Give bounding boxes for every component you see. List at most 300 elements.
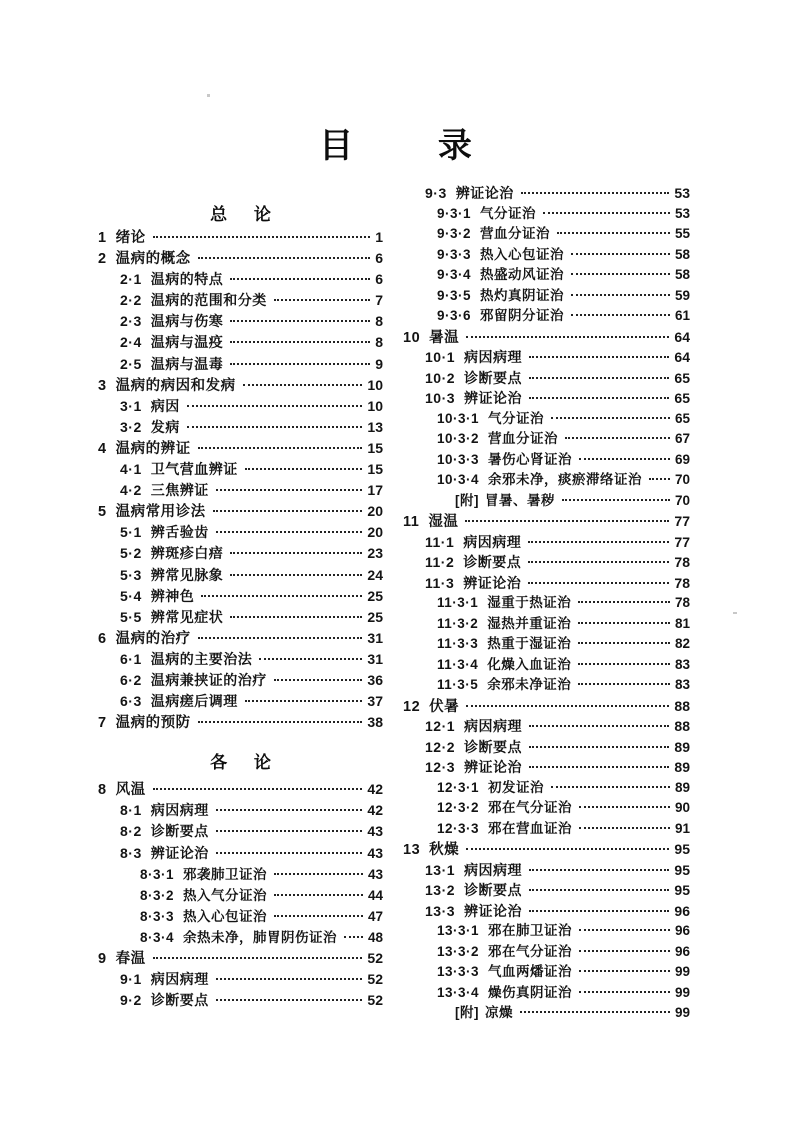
entry-number: 12·2 — [425, 738, 456, 755]
entry-page: 55 — [674, 226, 690, 241]
dot-leader — [578, 642, 670, 644]
dot-leader — [201, 595, 362, 597]
dot-leader — [216, 978, 363, 980]
toc-entry — [98, 311, 383, 332]
toc-entry — [403, 819, 690, 840]
entry-number: 13·3·2 — [437, 943, 480, 959]
toc-entry — [98, 438, 383, 459]
entry-title: 辨证论治 — [464, 390, 523, 406]
toc-right-column — [403, 183, 690, 1024]
entry-page: 82 — [674, 636, 690, 651]
toc-entry — [98, 948, 383, 969]
dot-leader — [551, 417, 670, 419]
entry-number: 9·3·4 — [437, 267, 472, 282]
entry-number: 5·4 — [120, 587, 142, 604]
toc-entry — [403, 921, 690, 942]
dot-leader — [216, 809, 363, 811]
toc-entry — [403, 573, 690, 594]
entry-title: 邪留阴分证治 — [480, 308, 565, 323]
dot-leader — [274, 915, 363, 917]
entry-page: 43 — [367, 844, 383, 861]
toc-entry — [98, 586, 383, 607]
entry-title: 气分证治 — [488, 410, 545, 426]
entry-title: 温病的范围和分类 — [150, 292, 267, 309]
toc-entry — [98, 607, 383, 628]
entry-page: 15 — [367, 461, 383, 478]
entry-title: 气血两燔证治 — [488, 964, 573, 979]
toc-entry — [98, 565, 383, 586]
dot-leader — [216, 999, 363, 1001]
entry-page: 58 — [674, 267, 690, 282]
toc-entry — [403, 450, 690, 471]
entry-title: 营血分证治 — [488, 431, 559, 446]
entry-page: 99 — [674, 984, 690, 1000]
entry-page: 59 — [674, 287, 690, 303]
dot-leader — [213, 510, 363, 512]
entry-number: 12·1 — [425, 718, 456, 734]
dot-leader — [198, 257, 371, 259]
entry-page: 89 — [674, 738, 690, 755]
entry-number: 10·3·1 — [437, 410, 480, 426]
entry-title: 湿重于热证治 — [487, 595, 572, 610]
dot-leader — [579, 827, 670, 829]
toc-entry — [403, 737, 690, 758]
entry-number: [附] — [455, 492, 479, 508]
entry-number: 2·4 — [120, 334, 142, 351]
dot-leader — [562, 499, 670, 501]
entry-number: 9 — [98, 951, 107, 967]
toc-entry — [403, 839, 690, 860]
toc-entry — [403, 860, 690, 881]
entry-page: 81 — [674, 615, 690, 631]
dot-leader — [230, 341, 370, 343]
dot-leader — [579, 970, 670, 972]
entry-title: 热重于湿证治 — [487, 636, 572, 651]
entry-title: 辨神色 — [150, 587, 195, 604]
toc-entry — [403, 962, 690, 983]
entry-page: 89 — [674, 779, 690, 795]
entry-page: 64 — [674, 328, 690, 345]
entry-number: 5·3 — [120, 566, 142, 583]
toc-entry — [98, 969, 383, 990]
entry-number: 13·3·3 — [437, 964, 480, 979]
dot-leader — [529, 869, 669, 871]
entry-title: 温病瘥后调理 — [150, 693, 238, 710]
entry-number: 8·3·4 — [140, 929, 175, 945]
entry-title: 病因病理 — [464, 718, 523, 734]
toc-entry — [403, 942, 690, 963]
dot-leader — [274, 894, 363, 896]
entry-number: 4·2 — [120, 482, 142, 499]
toc-entry — [403, 983, 690, 1004]
toc-entry — [98, 864, 383, 885]
toc-entry — [403, 1003, 690, 1024]
toc-entry — [403, 880, 690, 901]
entry-page: 67 — [674, 431, 690, 446]
entry-number: 10·3 — [425, 390, 456, 406]
entry-title: 暑温 — [429, 329, 460, 346]
entry-page: 25 — [367, 587, 383, 604]
entry-number: 6 — [98, 630, 107, 647]
dot-leader — [579, 458, 670, 460]
toc-entry — [403, 552, 690, 573]
entry-page: 95 — [674, 841, 690, 857]
entry-title: 诊断要点 — [464, 369, 523, 386]
entry-number: 2·1 — [120, 271, 142, 288]
entry-number: 10·3·4 — [437, 472, 480, 487]
entry-page: 96 — [674, 923, 690, 938]
entry-page: 99 — [674, 1005, 690, 1020]
dot-leader — [198, 637, 363, 639]
toc-entry — [403, 511, 690, 532]
entry-page: 78 — [674, 554, 690, 570]
toc-entry — [98, 459, 383, 480]
entry-number: 5·1 — [120, 524, 142, 541]
entry-number: 5·5 — [120, 608, 142, 625]
entry-title: 冒暑、暑秽 — [485, 492, 555, 508]
entry-title: 风温 — [115, 782, 146, 799]
entry-title: 热入心包证治 — [183, 908, 268, 924]
entry-number: 9·2 — [120, 992, 142, 1009]
entry-page: 1 — [375, 229, 383, 245]
entry-page: 78 — [674, 574, 690, 591]
entry-number: 4·1 — [120, 461, 142, 478]
entry-title: 病因病理 — [150, 802, 209, 819]
toc-entry — [403, 388, 690, 409]
entry-number: 7 — [98, 715, 107, 732]
entry-page: 8 — [375, 313, 383, 330]
entry-number: 9·3·3 — [437, 246, 472, 262]
entry-number: 3·1 — [120, 397, 142, 414]
dot-leader — [216, 830, 363, 832]
entry-title: 诊断要点 — [463, 554, 522, 570]
dot-leader — [187, 405, 363, 407]
entry-title: 温病的预防 — [115, 715, 191, 732]
entry-page: 13 — [367, 418, 383, 435]
toc-entry — [403, 306, 690, 327]
entry-number: 8 — [98, 782, 107, 799]
entry-page: 52 — [367, 992, 383, 1009]
entry-page: 83 — [674, 656, 690, 672]
entry-title: 气分证治 — [480, 205, 537, 221]
entry-title: 温病与伤寒 — [150, 313, 224, 330]
toc-entry — [98, 501, 383, 522]
entry-title: 病因病理 — [464, 349, 523, 365]
entry-number: 10·3·2 — [437, 431, 480, 446]
entry-title: 辨常见症状 — [150, 608, 224, 625]
entry-number: 11·3·1 — [437, 595, 479, 610]
entry-number: 12·3·3 — [437, 820, 480, 836]
entry-number: 9·1 — [120, 971, 142, 988]
entry-number: 11·1 — [425, 533, 455, 550]
dot-leader — [230, 616, 362, 618]
entry-number: 11·2 — [425, 554, 455, 570]
entry-page: 38 — [367, 714, 383, 731]
entry-page: 91 — [674, 820, 690, 836]
entry-number: 2·2 — [120, 292, 142, 309]
dot-leader — [571, 314, 670, 316]
entry-number: 11·3·4 — [437, 656, 479, 672]
entry-title: 辨证论治 — [463, 574, 522, 591]
entry-number: 3·2 — [120, 418, 142, 435]
toc-entry — [403, 286, 690, 307]
dot-leader — [529, 766, 669, 768]
toc-entry — [403, 429, 690, 450]
toc-entry — [98, 906, 383, 927]
entry-page: 37 — [367, 693, 383, 710]
entry-title: 秋燥 — [429, 842, 460, 858]
entry-title: 暑伤心肾证治 — [488, 451, 573, 467]
entry-page: 70 — [674, 492, 690, 508]
dot-leader — [529, 397, 669, 399]
scan-speck — [207, 94, 210, 97]
entry-number: 2 — [98, 251, 107, 268]
dot-leader — [465, 520, 669, 522]
entry-title: 邪在气分证治 — [488, 800, 573, 815]
dot-leader — [578, 601, 670, 603]
toc-entry — [403, 614, 690, 635]
entry-title: 营血分证治 — [480, 226, 551, 241]
toc-entry — [98, 885, 383, 906]
entry-page: 58 — [674, 246, 690, 262]
entry-title: 病因病理 — [463, 533, 522, 550]
dot-leader — [274, 679, 363, 681]
dot-leader — [529, 356, 669, 358]
entry-title: 温病兼挟证的治疗 — [150, 671, 267, 688]
toc-entry — [403, 655, 690, 676]
toc-entry — [98, 821, 383, 842]
entry-title: 温病的治疗 — [115, 630, 191, 647]
toc-entry — [98, 670, 383, 691]
entry-page: 95 — [674, 861, 690, 878]
entry-page: 23 — [367, 545, 383, 562]
entry-number: 3 — [98, 377, 107, 394]
entry-title: 初发证治 — [488, 779, 545, 795]
dot-leader — [245, 700, 363, 702]
toc-general-entries — [98, 227, 383, 733]
dot-leader — [230, 574, 362, 576]
entry-number: 6·3 — [120, 693, 142, 710]
dot-leader — [243, 384, 363, 386]
entry-number: 4 — [98, 440, 107, 457]
dot-leader — [565, 437, 670, 439]
entry-number: 9·3 — [425, 185, 447, 201]
toc-entry — [98, 691, 383, 712]
toc-entry — [98, 248, 383, 269]
section-header-general: 总 论 — [210, 205, 271, 224]
entry-title: 邪袭肺卫证治 — [183, 866, 268, 882]
toc-entry — [403, 634, 690, 655]
entry-page: 43 — [367, 866, 383, 882]
entry-page: 24 — [367, 566, 383, 583]
entry-title: 病因病理 — [150, 971, 209, 988]
entry-page: 8 — [375, 334, 383, 351]
entry-page: 10 — [367, 376, 383, 393]
entry-page: 96 — [674, 902, 690, 919]
entry-number: 5 — [98, 504, 107, 521]
entry-number: 12 — [403, 698, 421, 715]
entry-title: 卫气营血辨证 — [150, 461, 238, 478]
dot-leader — [528, 541, 669, 543]
dot-leader — [230, 320, 370, 322]
dot-leader — [529, 746, 669, 748]
entry-page: 78 — [674, 595, 690, 610]
entry-number: 12·3·1 — [437, 779, 480, 795]
toc-entry — [403, 757, 690, 778]
entry-number: 10·2 — [425, 369, 456, 386]
entry-title: 温病的特点 — [150, 271, 224, 288]
entry-page: 43 — [367, 823, 383, 840]
toc-entry — [98, 396, 383, 417]
toc-entry — [403, 470, 690, 491]
entry-title: 余邪未净，痰瘀滞络证治 — [488, 472, 643, 487]
entry-title: 邪在肺卫证治 — [488, 923, 573, 938]
entry-page: 99 — [674, 964, 690, 979]
entry-page: 36 — [367, 671, 383, 688]
entry-title: 辨证论治 — [150, 844, 209, 861]
dot-leader — [187, 426, 363, 428]
dot-leader — [551, 786, 670, 788]
dot-leader — [529, 889, 669, 891]
entry-number: 9·3·5 — [437, 287, 472, 303]
entry-page: 10 — [367, 397, 383, 414]
toc-entry — [403, 798, 690, 819]
section-header-specific: 各 论 — [210, 753, 271, 773]
entry-title: 温病常用诊法 — [115, 504, 206, 521]
entry-title: 诊断要点 — [150, 992, 209, 1009]
toc-specific-entries-left — [98, 779, 383, 1011]
scan-speck — [733, 612, 737, 614]
entry-page: 42 — [367, 802, 383, 819]
toc-entry — [98, 800, 383, 821]
toc-entry — [98, 522, 383, 543]
dot-leader — [153, 236, 371, 238]
dot-leader — [466, 705, 669, 707]
toc-entry — [403, 183, 690, 204]
toc-entry — [98, 649, 383, 670]
entry-title: 化燥入血证治 — [487, 656, 572, 672]
entry-title: 辨舌验齿 — [150, 524, 209, 541]
entry-page: 69 — [674, 451, 690, 467]
entry-number: 12·3·2 — [437, 800, 480, 815]
entry-title: 辨斑疹白㾦 — [150, 545, 224, 562]
dot-leader — [466, 336, 669, 338]
toc-entry — [403, 409, 690, 430]
entry-title: 温病的主要治法 — [150, 650, 253, 667]
entry-title: 绪论 — [115, 230, 146, 246]
toc-entry — [403, 532, 690, 553]
entry-number: 5·2 — [120, 545, 142, 562]
entry-number: 13·3·4 — [437, 984, 480, 1000]
toc-entry — [403, 204, 690, 225]
entry-title: 温病与温毒 — [150, 355, 224, 372]
toc-entry — [403, 265, 690, 286]
entry-number: 9·3·2 — [437, 226, 472, 241]
toc-entry — [98, 375, 383, 396]
toc-entry — [98, 269, 383, 290]
toc-entry — [403, 327, 690, 348]
entry-title: 诊断要点 — [464, 738, 523, 755]
toc-entry — [98, 628, 383, 649]
entry-number: 6·1 — [120, 650, 142, 667]
dot-leader — [528, 561, 669, 563]
entry-title: 热盛动风证治 — [480, 267, 565, 282]
dot-leader — [230, 363, 370, 365]
entry-page: 6 — [375, 271, 383, 288]
entry-title: 邪在气分证治 — [488, 943, 573, 959]
dot-leader — [579, 991, 670, 993]
entry-number: 13·2 — [425, 882, 456, 898]
entry-number: 12·3 — [425, 759, 456, 775]
dot-leader — [153, 957, 363, 959]
toc-entry — [403, 491, 690, 512]
dot-leader — [579, 806, 670, 808]
entry-number: 10·3·3 — [437, 451, 480, 467]
entry-title: 发病 — [150, 418, 180, 435]
dot-leader — [520, 1011, 670, 1013]
toc-entry — [98, 990, 383, 1011]
entry-number: 9·3·6 — [437, 308, 472, 323]
entry-title: 湿温 — [428, 514, 459, 530]
entry-number: 13·3 — [425, 902, 456, 919]
entry-page: 31 — [367, 650, 383, 667]
entry-page: 65 — [674, 369, 690, 386]
entry-number: 2·3 — [120, 313, 142, 330]
toc-entry — [403, 901, 690, 922]
entry-page: 95 — [674, 882, 690, 898]
dot-leader — [230, 552, 362, 554]
entry-page: 83 — [674, 677, 690, 692]
toc-entry — [98, 779, 383, 800]
dot-leader — [579, 929, 670, 931]
entry-title: 辨证论治 — [455, 185, 514, 201]
dot-leader — [274, 299, 370, 301]
dot-leader — [578, 622, 670, 624]
dot-leader — [153, 788, 363, 790]
toc-entry — [403, 696, 690, 717]
entry-title: 余热未净，肺胃阴伤证治 — [183, 929, 338, 945]
dot-leader — [216, 852, 363, 854]
entry-number: 8·2 — [120, 823, 142, 840]
entry-page: 53 — [674, 205, 690, 221]
entry-page: 96 — [674, 943, 690, 959]
entry-title: 辨常见脉象 — [150, 566, 224, 583]
entry-number: 8·3·2 — [140, 887, 175, 903]
entry-number: 13·3·1 — [437, 923, 480, 938]
entry-page: 88 — [674, 718, 690, 734]
entry-page: 65 — [674, 390, 690, 406]
entry-number: 9·3·1 — [437, 205, 472, 221]
entry-page: 77 — [674, 513, 690, 529]
dot-leader — [198, 721, 363, 723]
toc-entry — [403, 716, 690, 737]
entry-title: 热灼真阴证治 — [480, 287, 565, 303]
toc-entry — [403, 368, 690, 389]
entry-title: 病因病理 — [464, 861, 523, 878]
toc-entry — [403, 593, 690, 614]
entry-page: 65 — [674, 410, 690, 426]
toc-entry — [98, 927, 383, 948]
entry-title: 温病的病因和发病 — [115, 377, 236, 394]
dot-leader — [344, 936, 363, 938]
dot-leader — [557, 232, 670, 234]
dot-leader — [466, 848, 669, 850]
entry-title: 辨证论治 — [464, 759, 523, 775]
toc-specific-entries-right — [403, 183, 690, 1024]
entry-page: 77 — [674, 533, 690, 550]
dot-leader — [216, 489, 363, 491]
entry-page: 25 — [367, 608, 383, 625]
